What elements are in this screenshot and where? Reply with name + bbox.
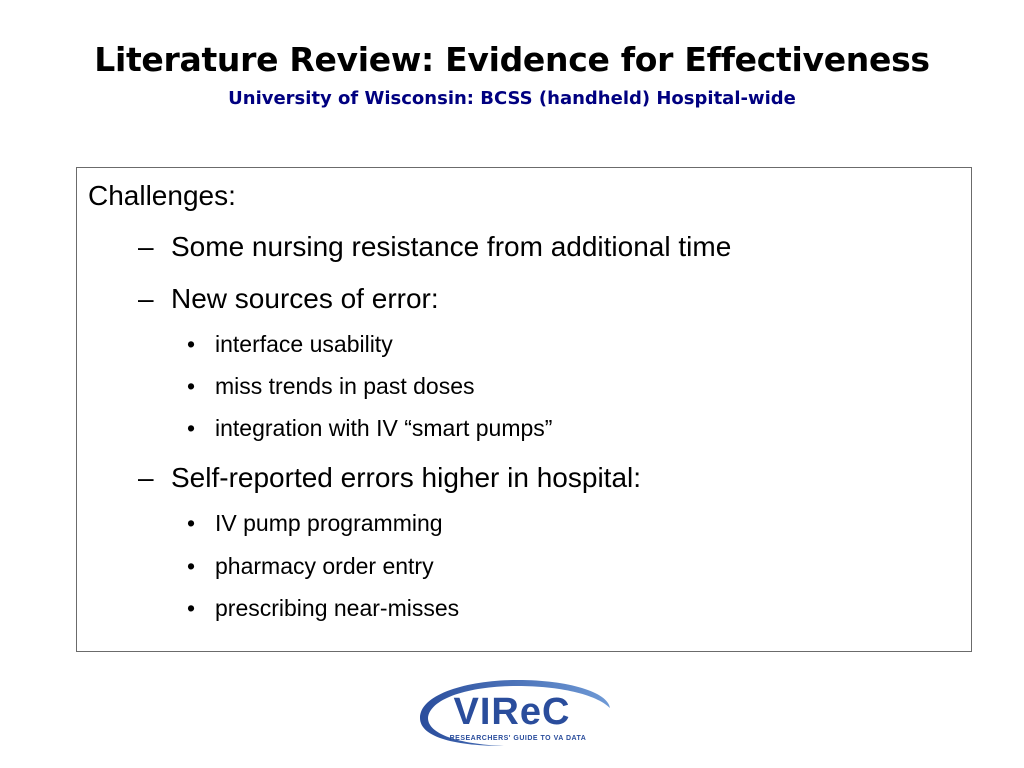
sub-item-3-1: IV pump programming (215, 510, 443, 536)
dash-marker: – (138, 283, 154, 314)
challenges-heading: Challenges: (88, 180, 236, 211)
logo-wordmark: VIReC (453, 691, 571, 733)
sub-item-3-3: prescribing near-misses (215, 595, 460, 621)
slide-title: Literature Review: Evidence for Effectiveness (94, 40, 930, 79)
slide-subtitle: University of Wisconsin: BCSS (handheld) Hospital-wide (228, 88, 796, 109)
logo-tagline: RESEARCHERS' GUIDE TO VA DATA (449, 735, 587, 742)
virec-logo (408, 672, 618, 752)
list-item-1: Some nursing resistance from additional time (171, 231, 732, 262)
sub-item-2-2: miss trends in past doses (215, 373, 475, 399)
bullet-marker: • (187, 595, 196, 621)
content-box (76, 167, 972, 652)
list-item-2: New sources of error: (171, 283, 439, 314)
bullet-marker: • (187, 331, 196, 357)
bullet-marker: • (187, 510, 196, 536)
dash-marker: – (138, 231, 154, 262)
dash-marker: – (138, 462, 154, 493)
sub-item-2-1: interface usability (215, 331, 393, 357)
list-item-3: Self-reported errors higher in hospital: (171, 462, 642, 493)
bullet-marker: • (187, 373, 196, 399)
bullet-marker: • (187, 553, 196, 579)
bullet-marker: • (187, 415, 196, 441)
sub-item-2-3: integration with IV “smart pumps” (215, 415, 553, 441)
sub-item-3-2: pharmacy order entry (215, 553, 434, 579)
